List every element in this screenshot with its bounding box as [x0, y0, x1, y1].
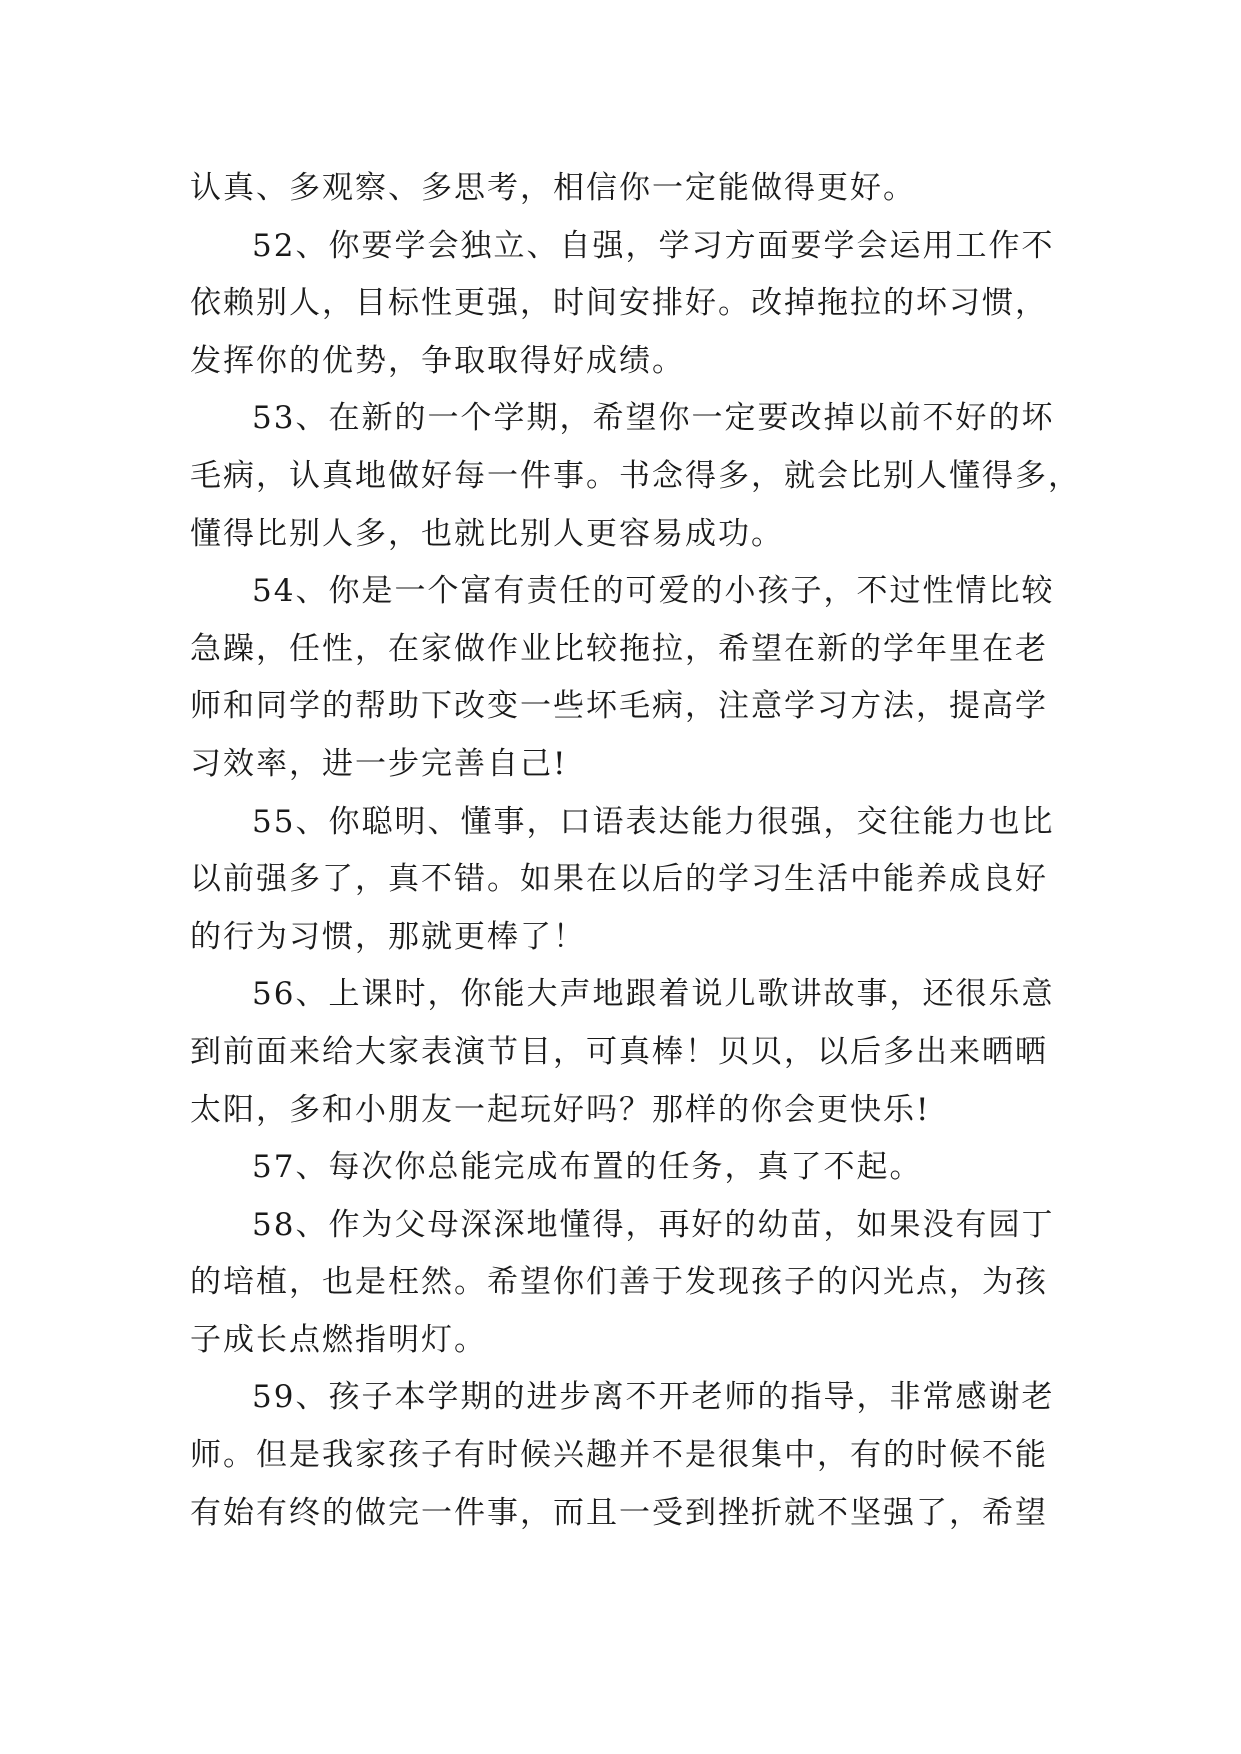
text-line: 55、你聪明、懂事，口语表达能力很强，交往能力也比 [252, 803, 1055, 840]
text-line: 习效率，进一步完善自己! [190, 745, 568, 782]
text-line: 子成长点燃指明灯。 [190, 1321, 487, 1358]
text-line: 毛病，认真地做好每一件事。书念得多，就会比别人懂得多， [190, 457, 1081, 494]
text-line: 发挥你的优势，争取取得好成绩。 [190, 342, 685, 379]
text-line: 的行为习惯，那就更棒了！ [190, 918, 586, 955]
text-line: 师。但是我家孩子有时候兴趣并不是很集中，有的时候不能 [190, 1437, 1048, 1474]
text-line: 有始有终的做完一件事，而且一受到挫折就不坚强了，希望 [190, 1494, 1048, 1531]
text-line: 52、你要学会独立、自强，学习方面要学会运用工作不 [252, 227, 1055, 264]
text-line: 的培植，也是枉然。希望你们善于发现孩子的闪光点，为孩 [190, 1264, 1048, 1301]
text-line: 依赖别人，目标性更强，时间安排好。改掉拖拉的坏习惯， [190, 285, 1048, 322]
text-line: 师和同学的帮助下改变一些坏毛病，注意学习方法，提高学 [190, 688, 1048, 725]
text-line: 53、在新的一个学期，希望你一定要改掉以前不好的坏 [252, 400, 1055, 437]
text-line: 认真、多观察、多思考，相信你一定能做得更好。 [190, 170, 916, 206]
text-line: 懂得比别人多，也就比别人更容易成功。 [190, 515, 784, 552]
text-line: 急躁，任性，在家做作业比较拖拉，希望在新的学年里在老 [190, 630, 1048, 667]
text-line: 57、每次你总能完成布置的任务，真了不起。 [252, 1149, 923, 1186]
text-line: 56、上课时，你能大声地跟着说儿歌讲故事，还很乐意 [252, 976, 1055, 1013]
document-body [190, 160, 1081, 1542]
text-line: 以前强多了，真不错。如果在以后的学习生活中能养成良好 [190, 861, 1048, 898]
text-line: 到前面来给大家表演节目，可真棒！贝贝，以后多出来晒晒 [190, 1033, 1048, 1070]
text-line: 58、作为父母深深地懂得，再好的幼苗，如果没有园丁 [252, 1206, 1055, 1243]
text-line: 59、孩子本学期的进步离不开老师的指导，非常感谢老 [252, 1379, 1055, 1416]
text-line: 太阳，多和小朋友一起玩好吗？那样的你会更快乐! [190, 1091, 931, 1128]
text-line: 54、你是一个富有责任的可爱的小孩子，不过性情比较 [252, 573, 1055, 610]
